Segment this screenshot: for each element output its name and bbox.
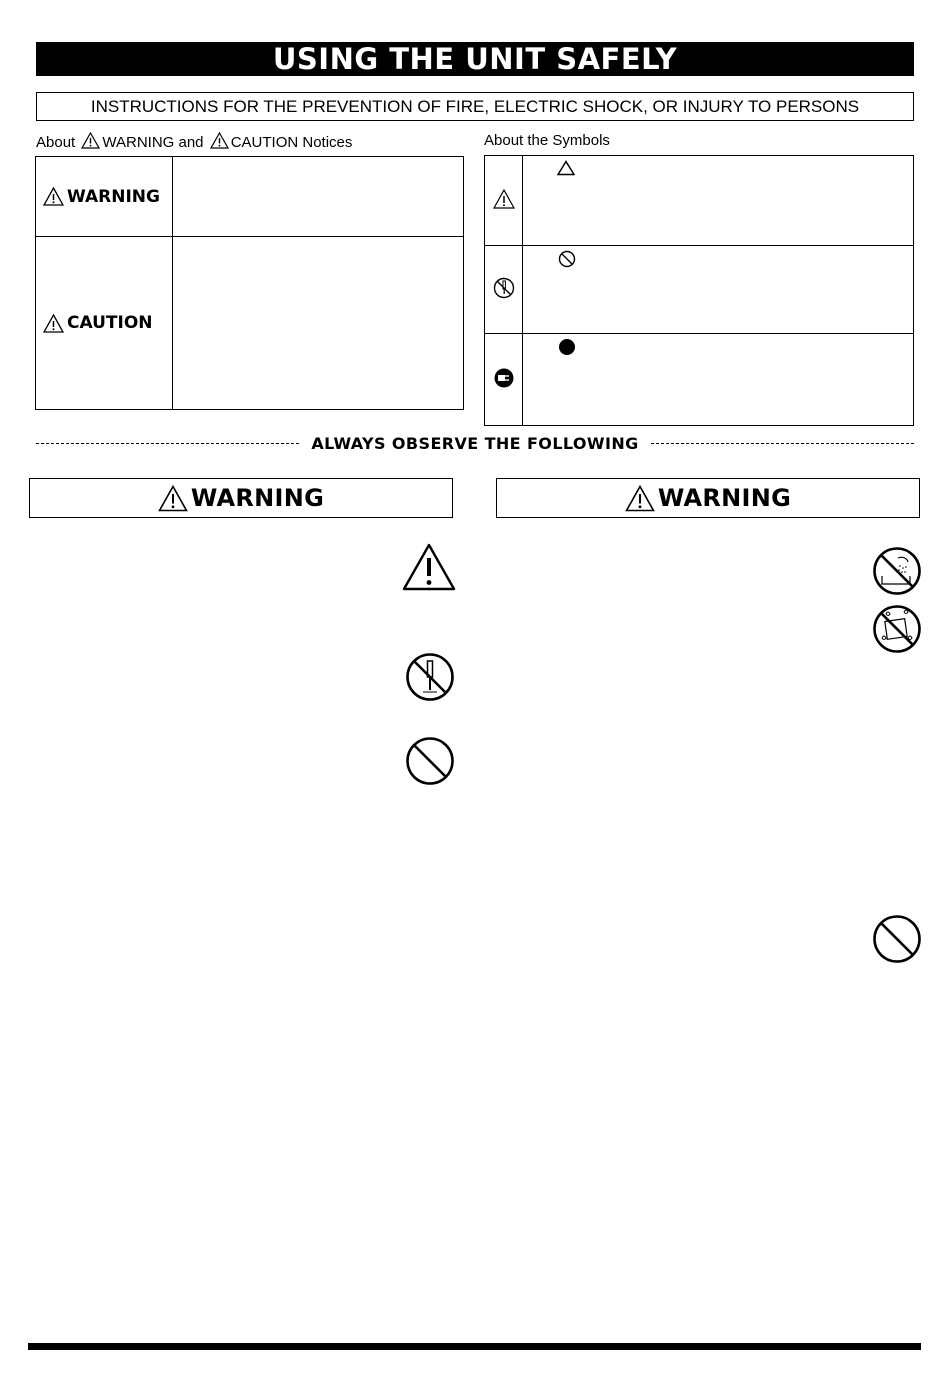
caution-triangle-icon <box>210 132 229 149</box>
unplug-icon <box>493 367 515 389</box>
notices-caution-text: CAUTION <box>230 134 299 151</box>
symbols-table <box>484 155 914 426</box>
symbol-triangle-cell <box>485 156 523 246</box>
prohibited-icon <box>872 914 922 964</box>
symbol-required-description <box>523 334 914 426</box>
caution-label <box>36 313 172 333</box>
notices-table <box>35 156 464 410</box>
no-water-shower-icon <box>872 546 922 596</box>
symbol-triangle-description <box>523 156 914 246</box>
warning-triangle-icon <box>402 543 456 591</box>
notices-and-text: and <box>178 134 204 151</box>
warning-triangle-icon <box>43 187 64 206</box>
symbol-prohibit-description <box>523 246 914 334</box>
caution-label-cell <box>36 237 173 410</box>
no-liquid-splash-icon <box>872 604 922 654</box>
no-disassemble-icon <box>405 652 455 702</box>
always-observe-divider <box>36 434 914 454</box>
caution-triangle-icon <box>43 314 64 333</box>
notices-heading <box>36 132 352 151</box>
warning-description-cell <box>173 157 464 237</box>
symbols-heading: About the Symbols <box>484 132 610 149</box>
filled-circle-icon <box>558 338 576 356</box>
notices-about-text: About <box>36 134 76 151</box>
warning-triangle-icon <box>493 189 515 209</box>
right-warning-header-text: WARNING <box>657 484 792 512</box>
triangle-outline-icon <box>557 160 575 176</box>
prohibited-icon <box>405 736 455 786</box>
warning-triangle-icon <box>625 485 655 512</box>
symbol-prohibit-cell <box>485 246 523 334</box>
bottom-rule <box>28 1343 921 1350</box>
no-disassemble-icon <box>493 277 515 299</box>
warning-triangle-icon <box>158 485 188 512</box>
page-title: USING THE UNIT SAFELY <box>36 42 914 76</box>
instructions-subtitle: INSTRUCTIONS FOR THE PREVENTION OF FIRE, ELECTRIC SHOCK, OR INJURY TO PERSONS <box>36 92 914 121</box>
always-observe-heading: ALWAYS OBSERVE THE FOLLOWING <box>299 434 650 453</box>
notices-warning-text: WARNING <box>102 134 175 151</box>
warning-label <box>36 187 172 207</box>
caution-label-text: CAUTION <box>67 313 153 333</box>
caution-description-cell <box>173 237 464 410</box>
left-warning-header-text: WARNING <box>190 484 325 512</box>
notices-notices-text: Notices <box>302 134 353 151</box>
warning-label-cell <box>36 157 173 237</box>
left-warning-header <box>29 478 453 518</box>
prohibited-icon <box>558 250 576 268</box>
warning-label-text: WARNING <box>67 186 160 207</box>
right-warning-header <box>496 478 920 518</box>
warning-triangle-icon <box>81 132 100 149</box>
symbol-required-cell <box>485 334 523 426</box>
